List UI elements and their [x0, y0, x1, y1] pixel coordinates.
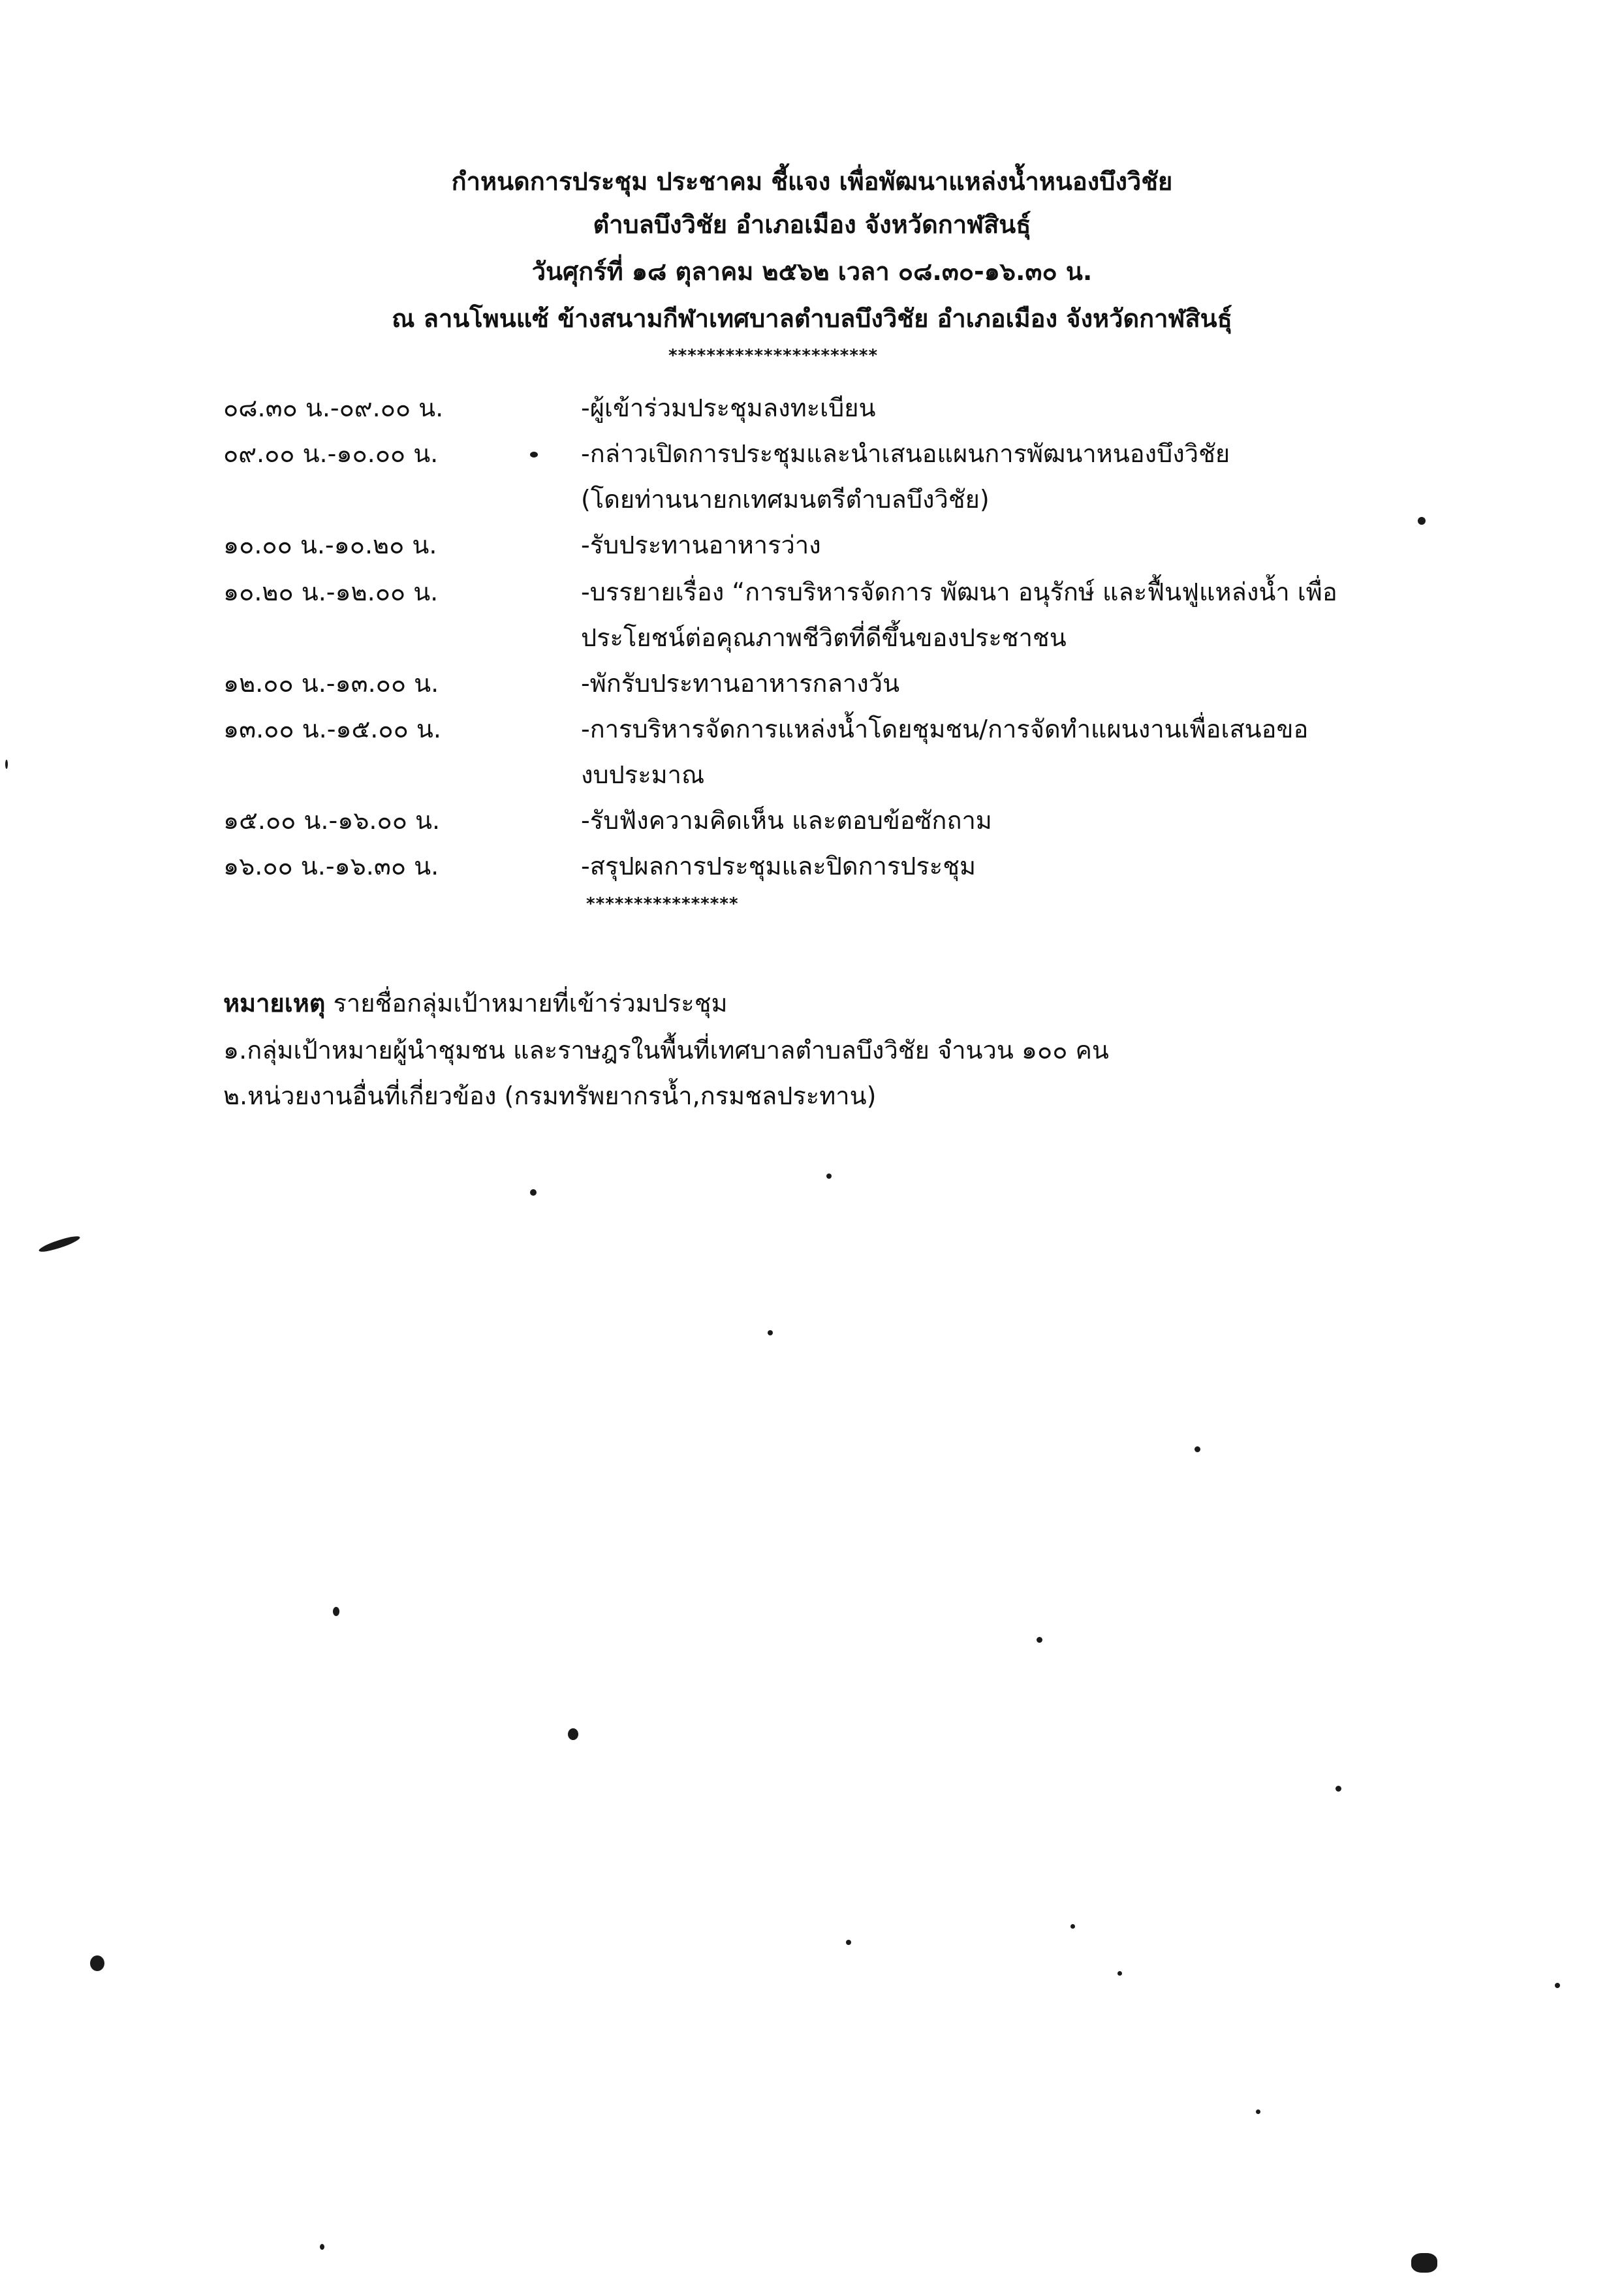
scan-speck: [1256, 2109, 1260, 2114]
note-intro: รายชื่อกลุ่มเป้าหมายที่เข้าร่วมประชุม: [325, 989, 728, 1018]
schedule-end-separator: ****************: [586, 894, 739, 914]
scan-speck: [1555, 1983, 1560, 1988]
schedule-row: [0, 522, 1624, 568]
schedule-activity: -การบริหารจัดการแหล่งน้ำโดยชุมชน/การจัดทำแผนงานเพื่อเสนอขอ: [581, 715, 1309, 743]
schedule-row: [0, 569, 1624, 615]
scan-speck: [1117, 1971, 1122, 1976]
schedule-activity: -รับประทานอาหารว่าง: [581, 531, 821, 559]
scan-speck: [1411, 2253, 1437, 2273]
schedule-activity: -รับฟังความคิดเห็น และตอบข้อซักถาม: [581, 806, 992, 835]
schedule-row: [0, 798, 1624, 843]
heading-venue: ณ ลานโพนแซ้ ข้างสนามกีฬาเทศบาลตำบลบึงวิชัย อำเภอเมือง จังหวัดกาฬสินธุ์: [392, 304, 1232, 333]
heading-location: ตำบลบึงวิชัย อำเภอเมือง จังหวัดกาฬสินธุ์: [593, 210, 1031, 239]
schedule-activity: -กล่าวเปิดการประชุมและนำเสนอแผนการพัฒนาหนองบึงวิชัย: [581, 439, 1230, 468]
schedule-time: ๐๙.๐๐ น.-๑๐.๐๐ น.: [223, 439, 439, 468]
schedule-activity-continuation: (โดยท่านนายกเทศมนตรีตำบลบึงวิชัย): [581, 485, 990, 514]
schedule-row: [0, 706, 1624, 752]
scan-speck: [5, 760, 8, 769]
note-label: หมายเหตุ: [223, 989, 326, 1018]
scan-speck: [568, 1728, 578, 1740]
schedule-row: [0, 385, 1624, 431]
schedule-time: ๑๐.๐๐ น.-๑๐.๒๐ น.: [223, 531, 437, 559]
scan-speck: [1037, 1637, 1042, 1643]
schedule-activity: -สรุปผลการประชุมและปิดการประชุม: [581, 852, 976, 880]
schedule-activity: -พักรับประทานอาหารกลางวัน: [581, 669, 900, 698]
scan-speck: [826, 1174, 832, 1179]
schedule-row: [0, 661, 1624, 706]
schedule-time: ๑๕.๐๐ น.-๑๖.๐๐ น.: [223, 806, 441, 835]
heading-separator: **********************: [668, 346, 879, 366]
scan-speck: [333, 1607, 339, 1616]
scan-speck: [320, 2244, 324, 2250]
schedule-time: ๑๓.๐๐ น.-๑๕.๐๐ น.: [223, 715, 441, 743]
note-item: ๑.กลุ่มเป้าหมายผู้นำชุมชน และราษฎรในพื้นที่เทศบาลตำบลบึงวิชัย จำนวน ๑๐๐ คน: [223, 1036, 1109, 1065]
scan-speck: [1335, 1786, 1341, 1792]
schedule-time: ๐๘.๓๐ น.-๐๙.๐๐ น.: [223, 394, 444, 422]
schedule-activity-continuation: งบประมาณ: [581, 760, 705, 789]
note-item: ๒.หน่วยงานอื่นที่เกี่ยวข้อง (กรมทรัพยากรน้ำ,กรมชลประทาน): [223, 1081, 877, 1110]
scan-speck: [90, 1955, 104, 1971]
note-heading: [223, 980, 728, 1026]
schedule-activity: -บรรยายเรื่อง “การบริหารจัดการ พัฒนา อนุรักษ์ และฟื้นฟูแหล่งน้ำ เพื่อ: [581, 578, 1337, 606]
schedule-row: [0, 431, 1624, 476]
scan-speck: [530, 452, 538, 458]
scan-speck: [1418, 517, 1426, 525]
schedule-activity-continuation: ประโยชน์ต่อคุณภาพชีวิตที่ดีขึ้นของประชาชน: [581, 623, 1067, 652]
scan-speck: [1070, 1924, 1075, 1929]
schedule-activity: -ผู้เข้าร่วมประชุมลงทะเบียน: [581, 394, 876, 422]
scan-speck: [846, 1940, 851, 1945]
heading-date: วันศุกร์ที่ ๑๘ ตุลาคม ๒๕๖๒ เวลา ๐๘.๓๐-๑๖.๓๐ น.: [531, 257, 1093, 286]
schedule-time: ๑๒.๐๐ น.-๑๓.๐๐ น.: [223, 669, 439, 698]
scan-speck: [38, 1233, 81, 1255]
schedule-time: ๑๖.๐๐ น.-๑๖.๓๐ น.: [223, 852, 439, 880]
schedule-row: [0, 843, 1624, 889]
heading-title: กำหนดการประชุม ประชาคม ชี้แจง เพื่อพัฒนาแหล่งน้ำหนองบึงวิชัย: [451, 167, 1173, 196]
schedule-row-continuation: [0, 476, 1624, 522]
schedule-row-continuation: [0, 752, 1624, 798]
schedule-row-continuation: [0, 615, 1624, 661]
scan-speck: [1195, 1446, 1200, 1452]
scan-speck: [530, 1189, 537, 1196]
schedule-time: ๑๐.๒๐ น.-๑๒.๐๐ น.: [223, 578, 439, 606]
scan-speck: [768, 1330, 773, 1335]
